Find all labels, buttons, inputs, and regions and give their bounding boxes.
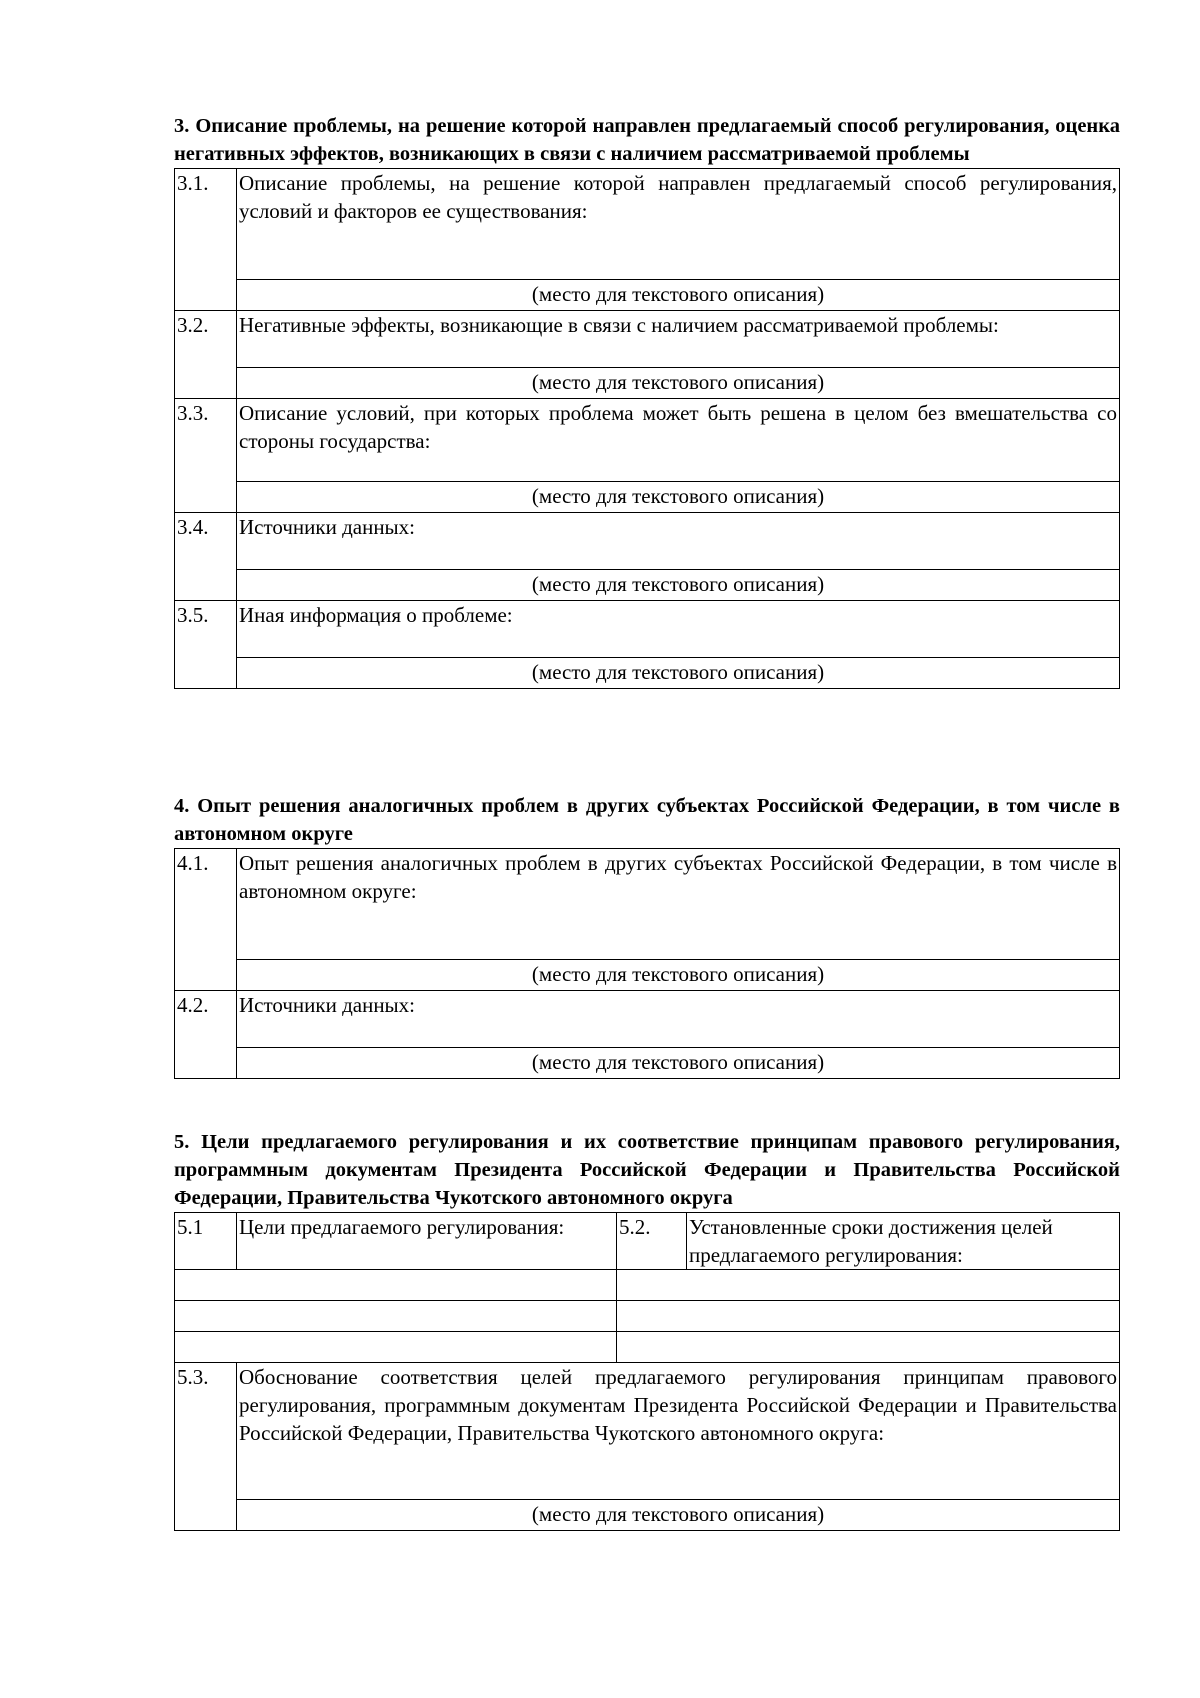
section-4-table bbox=[174, 848, 1120, 1079]
text-placeholder[interactable]: (место для текстового описания) bbox=[237, 482, 1120, 513]
table-row bbox=[175, 513, 1120, 570]
row-description: Опыт решения аналогичных проблем в других субъектах Российской Федерации, в том числе в автономном округе: bbox=[237, 849, 1120, 960]
table-row bbox=[175, 1499, 1120, 1530]
section-5-goals-table bbox=[174, 1212, 1120, 1363]
section-3-table bbox=[174, 168, 1120, 689]
row-number: 3.3. bbox=[175, 399, 237, 513]
text-placeholder[interactable]: (место для текстового описания) bbox=[237, 280, 1120, 311]
term-input-cell[interactable] bbox=[617, 1301, 1120, 1332]
text-placeholder[interactable]: (место для текстового описания) bbox=[237, 570, 1120, 601]
row-number: 3.2. bbox=[175, 311, 237, 399]
row-number: 5.1 bbox=[175, 1213, 237, 1270]
row-number: 4.2. bbox=[175, 991, 237, 1079]
table-row bbox=[175, 570, 1120, 601]
text-placeholder[interactable]: (место для текстового описания) bbox=[237, 658, 1120, 689]
goal-input-cell[interactable] bbox=[175, 1332, 617, 1363]
table-row bbox=[175, 849, 1120, 960]
row-description: Иная информация о проблеме: bbox=[237, 601, 1120, 658]
text-placeholder[interactable]: (место для текстового описания) bbox=[237, 1048, 1120, 1079]
table-row bbox=[175, 169, 1120, 280]
row-number: 5.3. bbox=[175, 1362, 237, 1530]
row-description: Источники данных: bbox=[237, 991, 1120, 1048]
table-row bbox=[175, 280, 1120, 311]
section-4-heading: 4. Опыт решения аналогичных проблем в других субъектах Российской Федерации, в том числе в автономном округе bbox=[174, 795, 1120, 845]
table-row bbox=[175, 1301, 1120, 1332]
goal-input-cell[interactable] bbox=[175, 1301, 617, 1332]
section-3-heading: 3. Описание проблемы, на решение которой направлен предлагаемый способ регулирования, оценка негативных эффектов, возникающих в связи с наличием рассматриваемой проблемы bbox=[174, 115, 1120, 165]
row-description: Описание проблемы, на решение которой направлен предлагаемый способ регулирования, условий и факторов ее существования: bbox=[237, 169, 1120, 280]
text-placeholder[interactable]: (место для текстового описания) bbox=[237, 368, 1120, 399]
table-row bbox=[175, 601, 1120, 658]
row-number: 3.4. bbox=[175, 513, 237, 601]
section-3 bbox=[174, 112, 1120, 689]
row-description: Негативные эффекты, возникающие в связи с наличием рассматриваемой проблемы: bbox=[237, 311, 1120, 368]
table-row bbox=[175, 658, 1120, 689]
goals-label: Цели предлагаемого регулирования: bbox=[237, 1213, 617, 1270]
text-placeholder[interactable]: (место для текстового описания) bbox=[237, 1499, 1120, 1530]
terms-label: Установленные сроки достижения целей предлагаемого регулирования: bbox=[687, 1213, 1120, 1270]
row-number: 4.1. bbox=[175, 849, 237, 991]
row-description: Описание условий, при которых проблема может быть решена в целом без вмешательства со стороны государства: bbox=[237, 399, 1120, 482]
section-5 bbox=[174, 1128, 1120, 1531]
table-row bbox=[175, 311, 1120, 368]
goal-input-cell[interactable] bbox=[175, 1270, 617, 1301]
table-row bbox=[175, 368, 1120, 399]
row-description: Обоснование соответствия целей предлагаемого регулирования принципам правового регулирования, программным документам Президента Российской Федерации и Правительства Российской Федерации, Правительства Чукотского автономного округа: bbox=[237, 1362, 1120, 1499]
table-row bbox=[175, 399, 1120, 482]
row-number: 3.5. bbox=[175, 601, 237, 689]
section-5-heading: 5. Цели предлагаемого регулирования и их соответствие принципам правового регулирования, программным документам Президента Российской Федерации и Правительства Российской Федерации, Правительства Чукотского автономного округа bbox=[174, 1131, 1120, 1209]
table-row bbox=[175, 1048, 1120, 1079]
table-row bbox=[175, 482, 1120, 513]
table-row bbox=[175, 991, 1120, 1048]
table-row bbox=[175, 1332, 1120, 1363]
term-input-cell[interactable] bbox=[617, 1270, 1120, 1301]
table-row bbox=[175, 1270, 1120, 1301]
text-placeholder[interactable]: (место для текстового описания) bbox=[237, 960, 1120, 991]
row-number: 3.1. bbox=[175, 169, 237, 311]
section-5-justification-table bbox=[174, 1362, 1120, 1531]
section-4 bbox=[174, 792, 1120, 1079]
row-number: 5.2. bbox=[617, 1213, 687, 1270]
table-row bbox=[175, 960, 1120, 991]
term-input-cell[interactable] bbox=[617, 1332, 1120, 1363]
table-header-row bbox=[175, 1213, 1120, 1270]
row-description: Источники данных: bbox=[237, 513, 1120, 570]
table-row bbox=[175, 1362, 1120, 1499]
